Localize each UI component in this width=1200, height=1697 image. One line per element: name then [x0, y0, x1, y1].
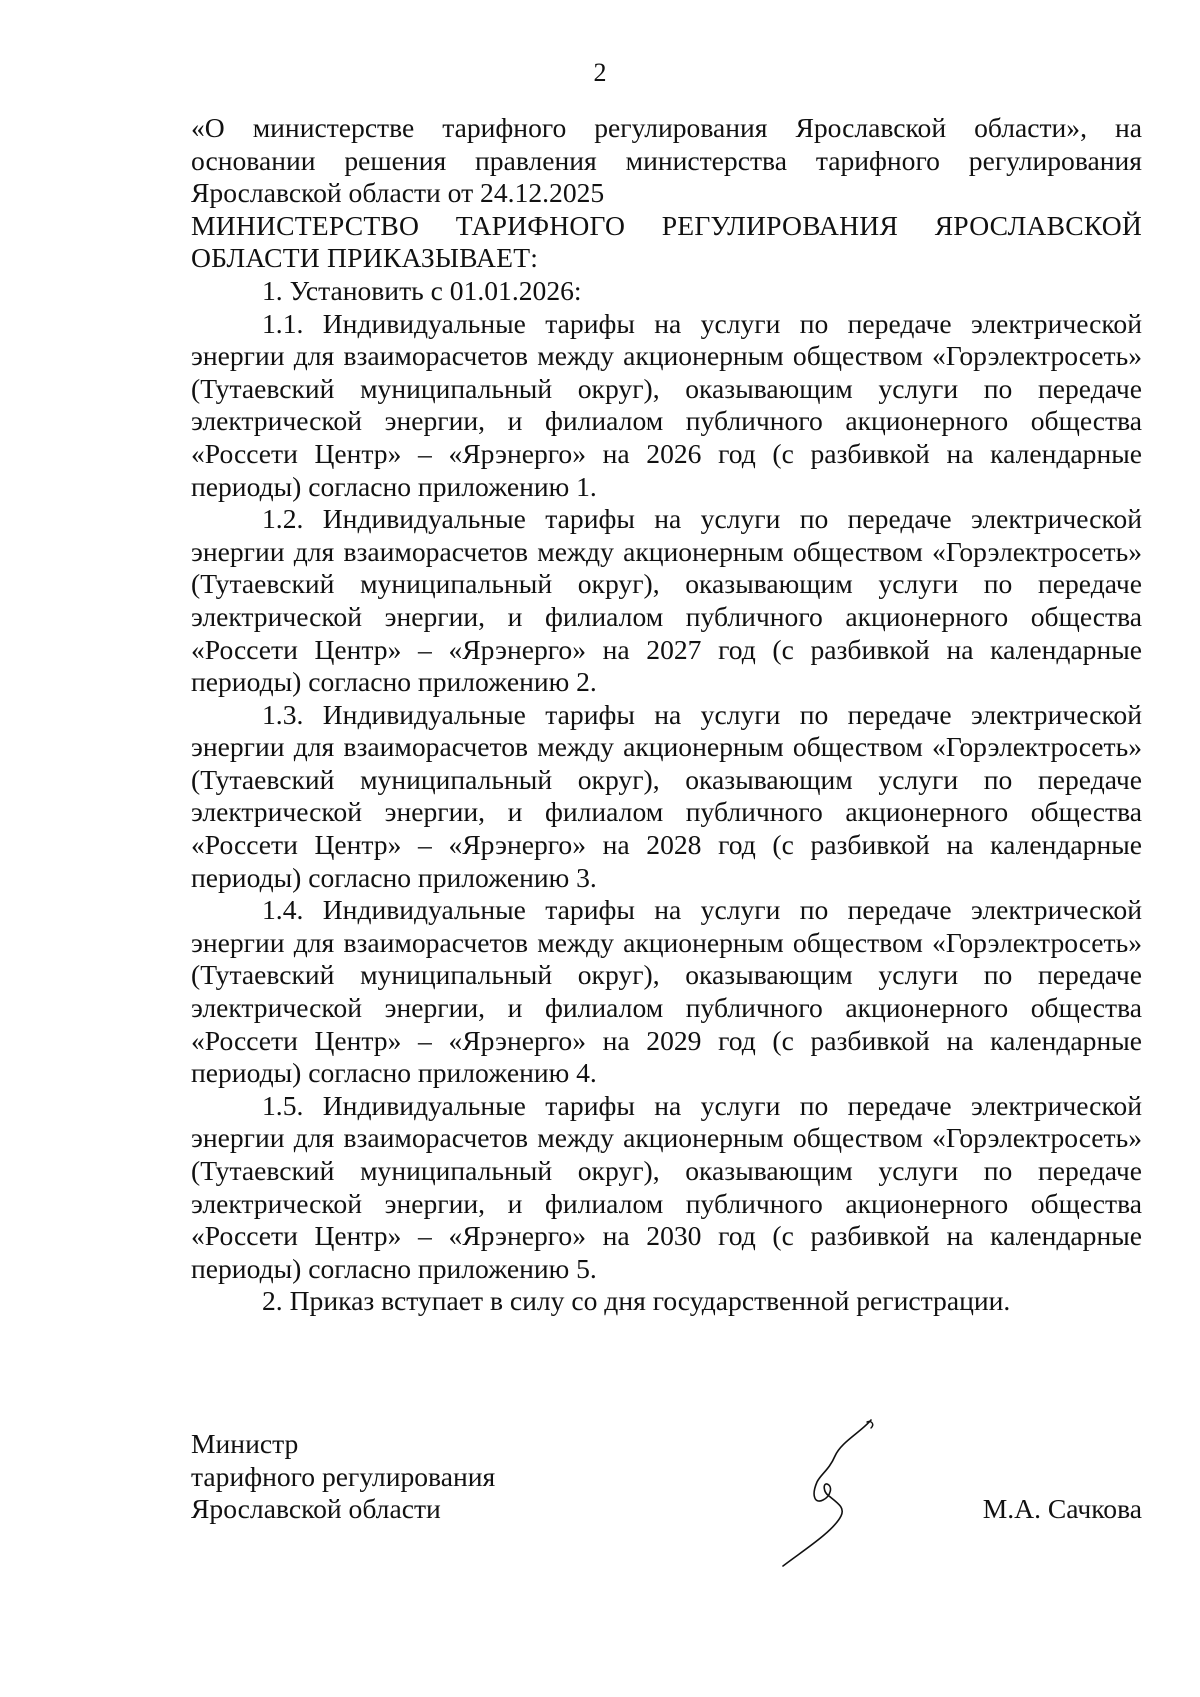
signatory-title	[191, 1428, 495, 1526]
item-1: 1. Установить с 01.01.2026:	[262, 274, 582, 306]
subitem-1-3: 1.3. Индивидуальные тарифы на услуги по передаче электрической энергии для взаиморасчетов между акционерным обществом «Горэлектросеть» (Тутаевский муниципальный округ), оказывающим услуги по передаче электрической энергии, и филиалом публичного акционерного общества «Россети Центр» – «Ярэнерго» на 2028 год (с разбивкой на календарные периоды) согласно приложению 3.	[191, 698, 1142, 893]
signatory-title-line: тарифного регулирования	[191, 1460, 496, 1492]
subitem-1-2: 1.2. Индивидуальные тарифы на услуги по передаче электрической энергии для взаиморасчетов между акционерным обществом «Горэлектросеть» (Тутаевский муниципальный округ), оказывающим услуги по передаче электрической энергии, и филиалом публичного акционерного общества «Россети Центр» – «Ярэнерго» на 2027 год (с разбивкой на календарные периоды) согласно приложению 2.	[191, 503, 1142, 698]
subitem-1-5: 1.5. Индивидуальные тарифы на услуги по передаче электрической энергии для взаиморасчетов между акционерным обществом «Горэлектросеть» (Тутаевский муниципальный округ), оказывающим услуги по передаче электрической энергии, и филиалом публичного акционерного общества «Россети Центр» – «Ярэнерго» на 2030 год (с разбивкой на календарные периоды) согласно приложению 5.	[191, 1089, 1142, 1284]
intro-paragraph: «О министерстве тарифного регулирования Ярославской области», на основании решения правления министерства тарифного регулирования Ярославской области от 24.12.2025	[191, 112, 1142, 209]
signatory-title-line: Ярославской области	[191, 1493, 441, 1525]
document-body	[191, 112, 1142, 1318]
signature-block	[191, 1428, 1142, 1628]
signatory-name: М.А. Сачкова	[982, 1493, 1142, 1524]
subitem-1-1: 1.1. Индивидуальные тарифы на услуги по передаче электрической энергии для взаиморасчетов между акционерным обществом «Горэлектросеть» (Тутаевский муниципальный округ), оказывающим услуги по передаче электрической энергии, и филиалом публичного акционерного общества «Россети Центр» – «Ярэнерго» на 2026 год (с разбивкой на календарные периоды) согласно приложению 1.	[191, 307, 1142, 502]
subitem-1-4: 1.4. Индивидуальные тарифы на услуги по передаче электрической энергии для взаиморасчетов между акционерным обществом «Горэлектросеть» (Тутаевский муниципальный округ), оказывающим услуги по передаче электрической энергии, и филиалом публичного акционерного общества «Россети Центр» – «Ярэнерго» на 2029 год (с разбивкой на календарные периоды) согласно приложению 4.	[191, 894, 1142, 1089]
handwritten-signature	[771, 1412, 891, 1572]
page-number: 2	[593, 58, 607, 87]
signatory-title-line: Министр	[191, 1428, 299, 1459]
order-heading: МИНИСТЕРСТВО ТАРИФНОГО РЕГУЛИРОВАНИЯ ЯРОСЛАВСКОЙ ОБЛАСТИ ПРИКАЗЫВАЕТ:	[191, 209, 1142, 274]
item-2: 2. Приказ вступает в силу со дня государственной регистрации.	[262, 1285, 1011, 1317]
